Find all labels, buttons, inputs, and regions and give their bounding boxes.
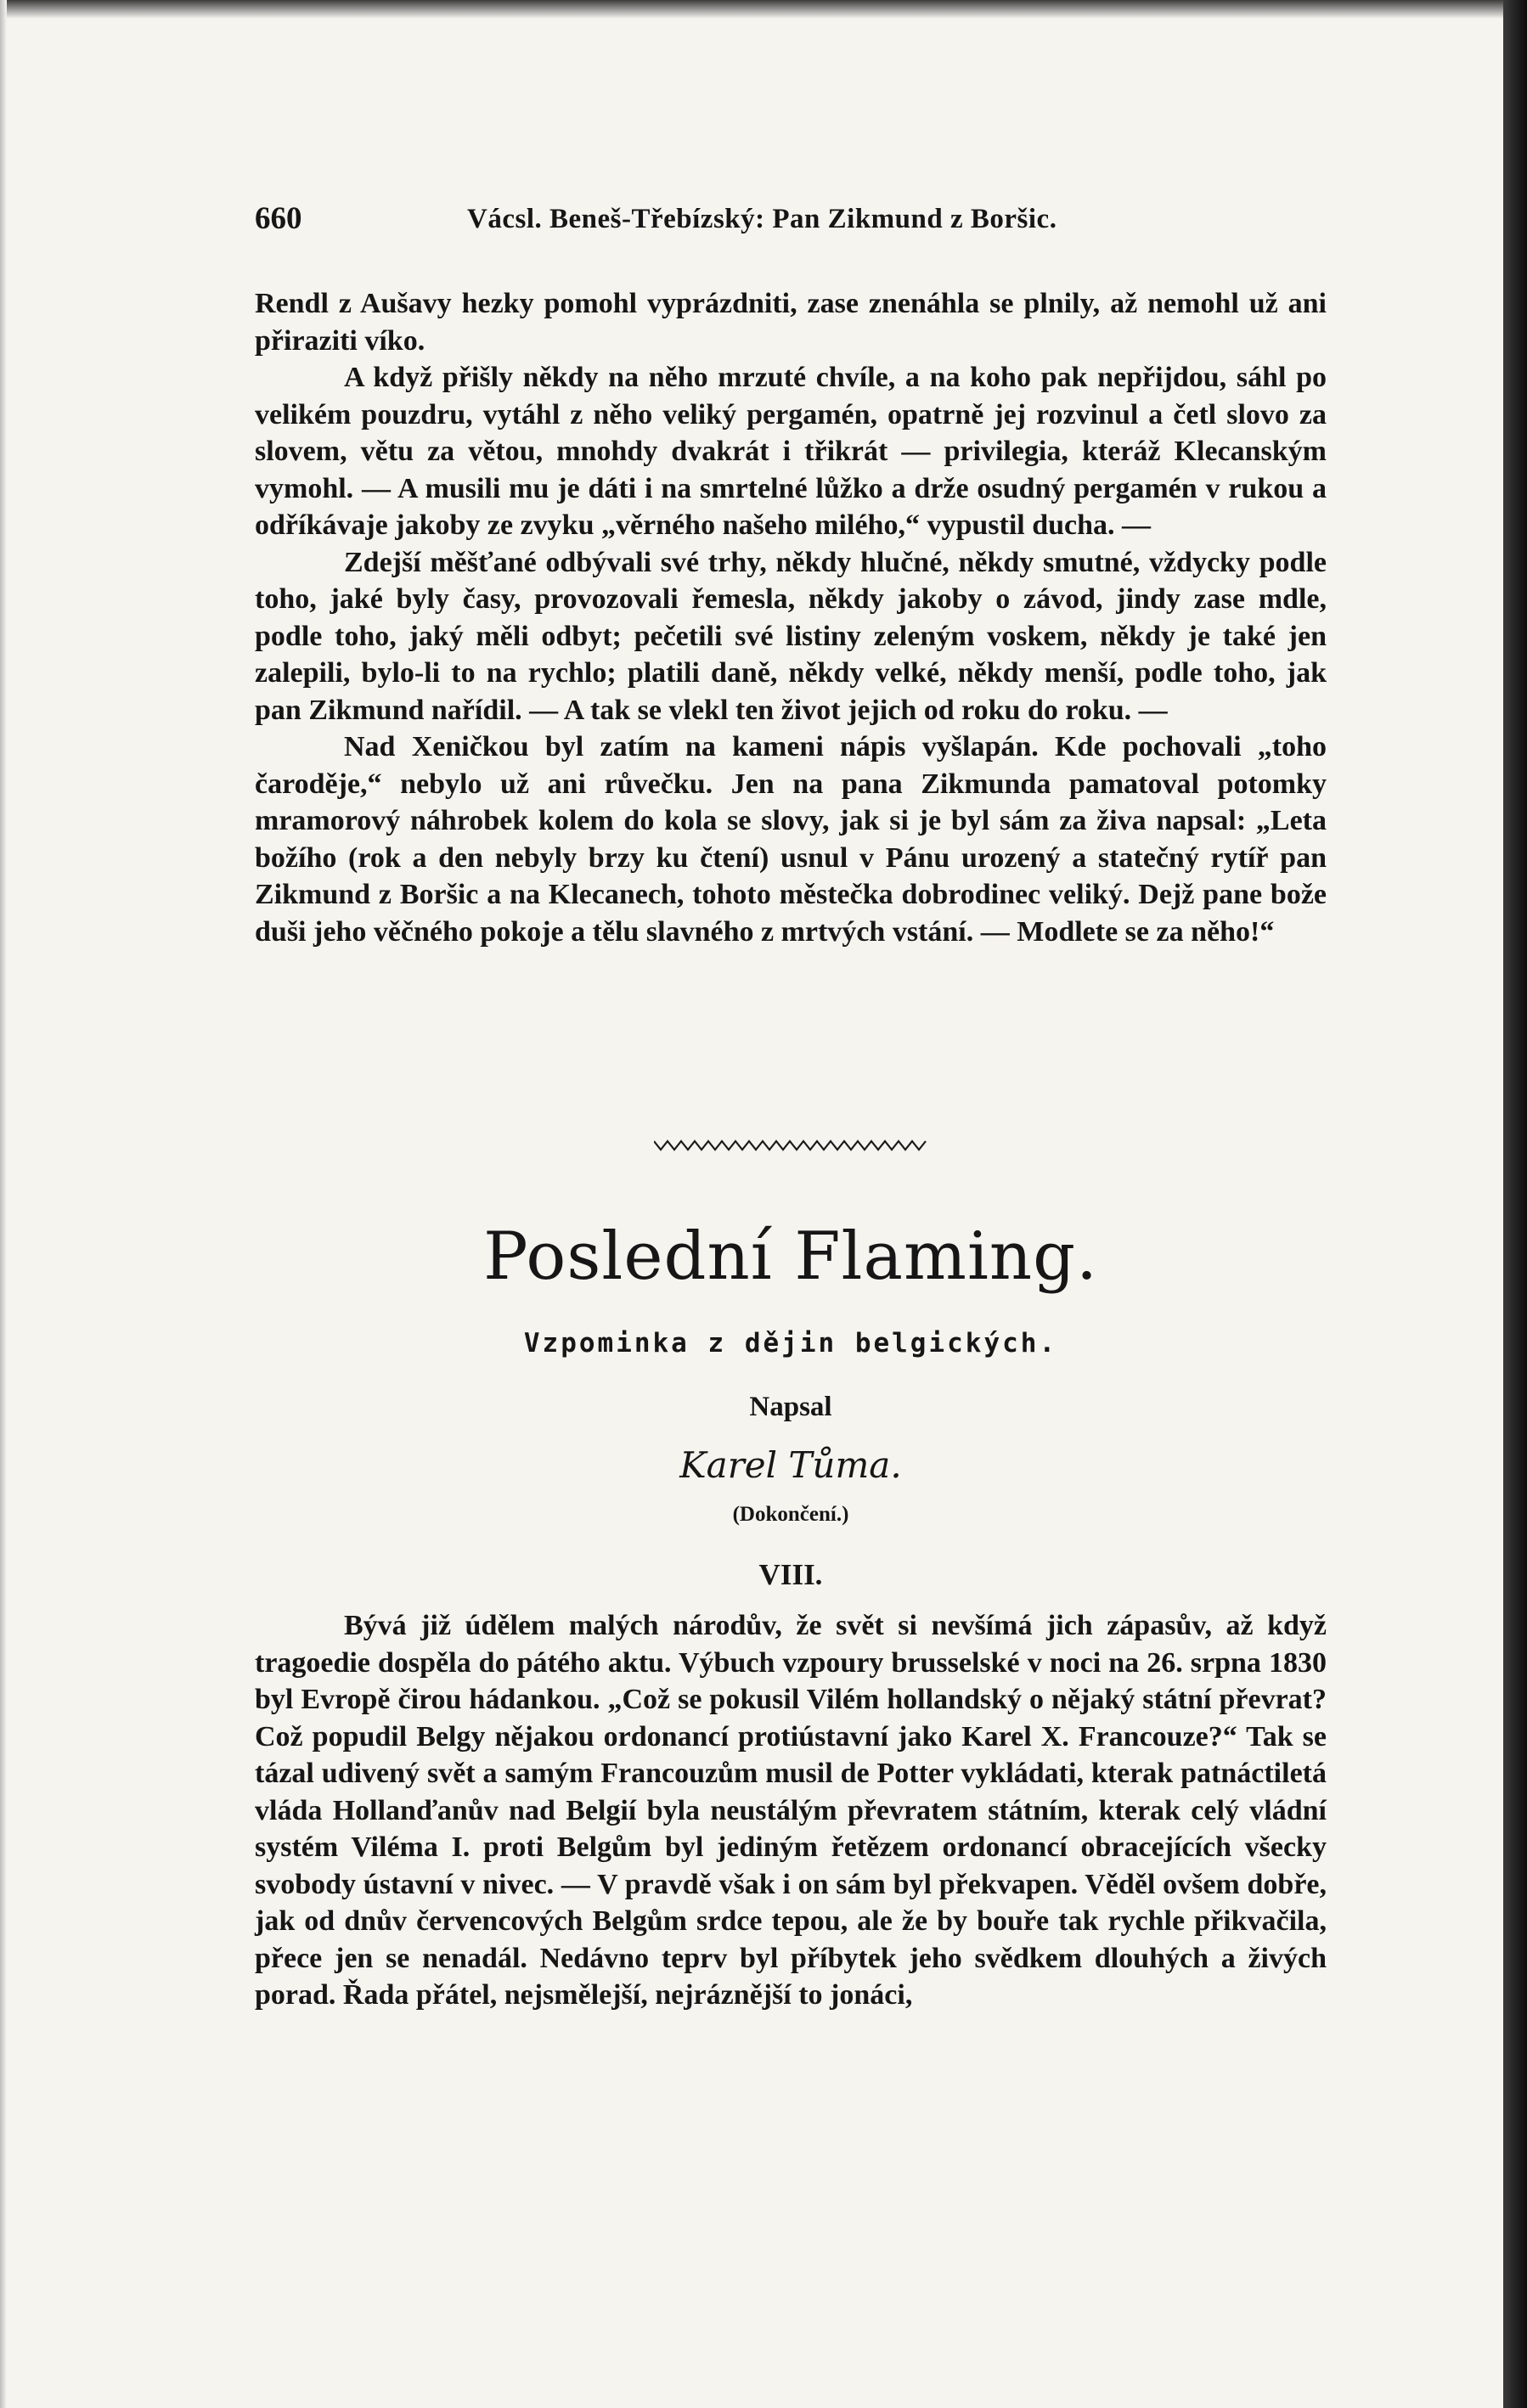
page-header (255, 200, 1327, 238)
paragraph: Bývá již údělem malých národův, že svět si nevšímá jich zápasův, až když tragoedie dospěla do pátého aktu. Výbuch vzpoury brusselské v noci na 26. srpna 1830 byl Evropě čirou hádankou. „Což se pokusil Vilém hollandský o nějaký státní převrat? Což popudil Belgy nějakou ordonancí protiústavní jako Karel X. Francouze?“ Tak se tázal udivený svět a samým Francouzům musil de Potter vykládati, kterak patnáctiletá vláda Hollanďanův nad Belgií byla neustálým převratem státním, kterak celý vládní systém Viléma I. proti Belgům byl jediným řetězem ordonancí obracejících všecky svobody ústavní v nivec. — V pravdě však i on sám byl překvapen. Věděl ovšem dobře, jak od dnův červencových Belgům srdce tepou, ale že by bouře tak rychle přikvačila, přece jen se nenadál. Nedávno teprv byl příbytek jeho svědkem dlouhých a živých porad. Řada přátel, nejsmělejší, nejráznější to jonáci, (255, 1610, 1327, 2011)
page-top-shadow (0, 0, 1503, 19)
paragraph: Rendl z Aušavy hezky pomohl vyprázdniti, zase znenáhla se plnily, až nemohl už ani přiraziti víko. (255, 288, 1327, 357)
paragraph: Nad Xeničkou byl zatím na kameni nápis vyšlapán. Kde pochovali „toho čaroděje,“ nebylo už ani růvečku. Jen na pana Zikmunda pamatoval potomky mramorový náhrobek kolem do kola se slovy, jak si je byl sám za živa napsal: „Leta božího (rok a den nebyly brzy ku čtení) usnul v Pánu urozený a statečný rytíř pan Zikmund z Boršic a na Klecanech, tohoto městečka dobrodinec veliký. Dejž pane bože duši jeho věčného pokoje a tělu slavného z mrtvých vstání. — Modlete se za něho!“ (255, 731, 1327, 948)
continuation-note: (Dokončení.) (732, 1503, 849, 1526)
paragraph: Zdejší měšťané odbývali své trhy, někdy hlučné, někdy smutné, vždycky podle toho, jaké byly časy, provozovali řemesla, někdy jakoby o závod, jindy zase mdle, podle toho, jaký měli odbyt; pečetili své listiny zeleným voskem, někdy je také jen zalepili, bylo-li to na rychlo; platili daně, někdy velké, někdy menší, podle toho, jak pan Zikmund nařídil. — A tak se vlekl ten život jejich od roku do roku. — (255, 546, 1327, 726)
book-spine-edge (1503, 0, 1527, 2408)
paragraph: A když přišly někdy na něho mrzuté chvíle, a na koho pak nepřijdou, sáhl po velikém pouzdru, vytáhl z něho veliký pergamén, opatrně jej rozvinul a četl slovo za slovem, větu za větou, mnohdy dvakrát i třikrát — privilegia, kteráž Klecanským vymohl. — A musili mu je dáti i na smrtelné lůžko a drže osudný pergamén v rukou a odříkávaje jakoby ze zvyku „věrného našeho milého,“ vypustil ducha. — (255, 362, 1327, 541)
previous-story-ending (255, 285, 1327, 950)
article-body (255, 1607, 1327, 2014)
page-left-shadow (0, 0, 7, 2408)
byline-label: Napsal (749, 1392, 832, 1422)
page-number: 660 (255, 201, 302, 236)
article-title: Poslední Flaming. (483, 1218, 1098, 1295)
wavy-divider-ornament (654, 1134, 934, 1155)
running-title: Vácsl. Beneš-Třebízský: Pan Zikmund z Boršic. (467, 204, 1057, 234)
article-subtitle: Vzpominka z dějin belgických. (523, 1328, 1058, 1359)
chapter-number: VIII. (758, 1558, 823, 1591)
author-name: Karel Tůma. (679, 1444, 902, 1486)
